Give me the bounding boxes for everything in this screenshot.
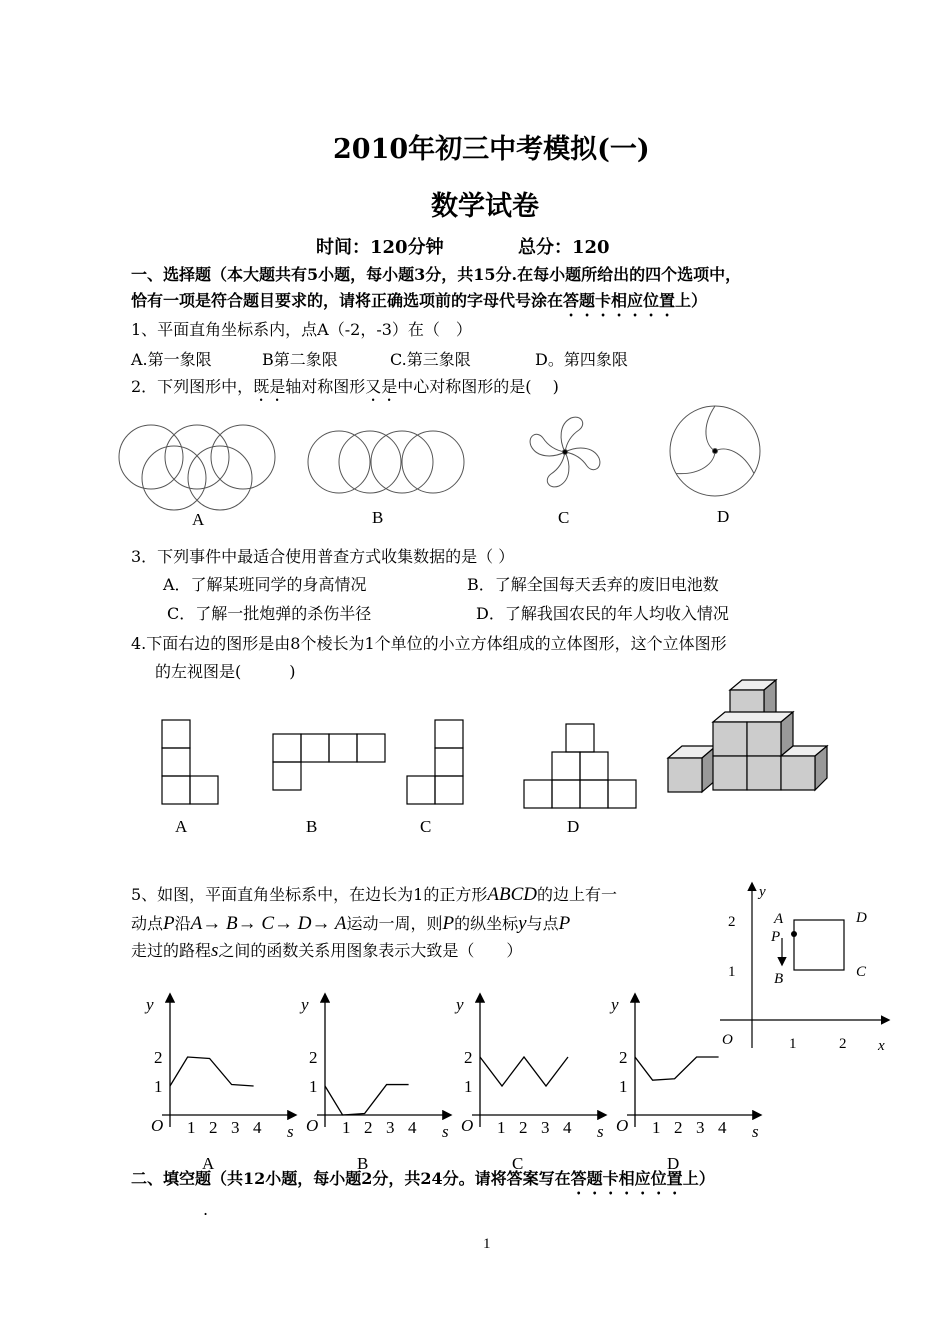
q2-label-d: D [717,507,730,526]
q5-line3 [131,938,522,962]
section1-heading-line2 [131,288,707,320]
q1-option-b: B第二象限 [262,350,338,369]
q5-graph-choices [130,990,810,1175]
graph-x-label: s [287,1122,294,1141]
page-title: 2010年初三中考模拟(一) [333,134,650,165]
q5-path: A→ B→ C→ D→ A [190,913,347,934]
q5-line2-e: 与点 [526,914,559,933]
graph-x-tick: 3 [696,1118,705,1137]
graph-x-tick: 1 [342,1118,351,1137]
q2-stem-b: 轴对称图形 [285,377,366,396]
q5-fig-tick-y1: 1 [728,964,736,980]
graph-origin: O [306,1116,319,1135]
q2-stem-emph2: 又是 [365,377,398,396]
q4-cube-stack-icon [668,680,827,792]
exam-total: 总分：120 [518,237,610,258]
page-number: 1 [483,1236,491,1252]
q5-line3-b: 之间的函数关系用图象表示大致是（ ） [218,941,523,960]
graph-x-tick: 4 [253,1118,262,1137]
graph-y-label: y [611,995,619,1014]
q2-stem-emph1: 既是 [253,377,286,396]
q2-label-a: A [192,510,205,529]
q4-label-c: C [420,817,432,836]
graph-y-tick: 1 [619,1077,628,1096]
graph-x-tick: 3 [386,1118,395,1137]
graph-y-tick: 2 [154,1048,163,1067]
graph-x-tick: 4 [718,1118,727,1137]
q1-option-c: C.第三象限 [390,350,471,369]
q5-fig-origin: O [722,1032,733,1048]
graph-y-tick: 2 [309,1048,318,1067]
q5-fig-axis-y: y [759,884,766,900]
graph-y-tick: 1 [154,1077,163,1096]
q4-view-c [407,720,463,804]
graph-curve [635,1057,719,1080]
q5-point-p: P [163,913,175,934]
q4-figures [0,670,950,815]
section2-heading-emph: 答题卡相应位置 [570,1169,683,1188]
graph-curve [480,1057,568,1086]
graph-x-label: s [752,1122,759,1141]
graph-choice-label: C [512,1154,524,1173]
graph-x-tick: 2 [674,1118,683,1137]
q5-line2-b: 沿 [174,914,191,933]
q5-line2 [131,911,570,935]
graph-origin: O [461,1116,474,1135]
q5-line1-a: 5、如图，平面直角坐标系中，在边长为1的正方形 [131,885,488,904]
q5-point-p-2: P [442,913,455,934]
q4-view-d [524,724,636,808]
q5-line3-a: 走过的路程 [131,941,212,960]
graph-y-label: y [301,995,309,1014]
q1-option-d: D。第四象限 [535,350,628,369]
q4-label-d: D [567,817,580,836]
graph-x-tick: 1 [497,1118,506,1137]
section1-heading-pre: 恰有一项是符合题目要求的，请将正确选项前的字母代号涂在 [131,291,564,310]
q5-fig-tick-x1: 1 [789,1036,797,1052]
q5-graph-c [454,995,605,1173]
q5-fig-vertex-b: B [774,971,784,987]
q2-label-b: B [372,508,384,527]
q5-point-p-3: P [558,913,571,934]
graph-curve [170,1057,254,1086]
q3-option-a: A．了解某班同学的身高情况 [163,575,367,594]
graph-x-tick: 4 [408,1118,417,1137]
graph-x-tick: 1 [187,1118,196,1137]
q4-label-b: B [306,817,318,836]
graph-origin: O [151,1116,164,1135]
q5-fig-tick-y2: 2 [728,914,736,930]
q5-fig-vertex-d: D [856,910,867,926]
q5-square-name: ABCD [487,884,537,905]
q2-label-c: C [558,508,570,527]
graph-y-label: y [146,995,154,1014]
graph-y-tick: 2 [464,1048,473,1067]
q5-graph-d [609,995,760,1173]
graph-x-tick: 4 [563,1118,572,1137]
q2-figure-d-swirl-icon [670,406,760,496]
graph-y-tick: 2 [619,1048,628,1067]
q1-option-a: A.第一象限 [131,350,212,369]
q2-figure-b-circles-icon [308,431,464,493]
q4-label-a: A [175,817,188,836]
exam-time: 时间：120分钟 [316,237,444,258]
graph-x-tick: 2 [519,1118,528,1137]
q5-line2-c: 运动一周，则 [346,914,443,933]
q4-stem-line2: 的左视图是( ) [155,662,296,681]
q5-graph-b [299,995,450,1173]
q5-graph-a [144,995,295,1173]
q3-option-b: B．了解全国每天丢弃的废旧电池数 [467,575,719,594]
page-subtitle: 数学试卷 [431,191,539,222]
q5-var-y: y [518,913,527,934]
q2-figure-c-pinwheel-icon [530,417,600,487]
graph-x-tick: 3 [231,1118,240,1137]
section1-heading-post: 上） [675,291,708,310]
graph-choice-label: D [667,1154,680,1173]
q5-line1-b: 的边上有一 [536,885,617,904]
graph-x-tick: 1 [652,1118,661,1137]
graph-y-label: y [456,995,464,1014]
q5-line2-a: 动点 [131,914,164,933]
q5-fig-axis-x: x [878,1038,885,1054]
q5-line1 [131,882,617,906]
section2-heading-post: 上） [682,1169,715,1188]
q5-line2-d: 的纵坐标 [454,914,519,933]
graph-y-tick: 1 [309,1077,318,1096]
graph-y-tick: 1 [464,1077,473,1096]
q3-stem: 3．下列事件中最适合使用普查方式收集数据的是（ ） [131,547,515,566]
q2-figures [0,400,950,540]
graph-x-tick: 2 [364,1118,373,1137]
section2-dot: . [203,1200,209,1219]
section1-heading-line1: 一、选择题（本大题共有5小题，每小题3分，共15分.在每小题所给出的四个选项中， [131,265,742,284]
q2-stem-c: 中心对称图形的是( ) [397,377,559,396]
graph-x-label: s [597,1122,604,1141]
q3-option-d: D．了解我国农民的年人均收入情况 [476,604,729,623]
q4-stem-line1: 4.下面右边的图形是由8个棱长为1个单位的小立方体组成的立体图形，这个立体图形 [131,634,727,653]
q4-view-b [273,734,385,790]
graph-choice-label: B [357,1154,369,1173]
q5-var-s: s [211,940,219,961]
q2-figure-a-rings-icon [119,425,275,510]
graph-x-tick: 3 [541,1118,550,1137]
q5-fig-point-p: P [771,929,781,945]
section2-heading-pre: 二、填空题（共12小题，每小题2分，共24分。请将答案写在 [131,1169,571,1188]
graph-origin: O [616,1116,629,1135]
q2-stem-a: 2．下列图形中， [131,377,254,396]
q3-option-c: C．了解一批炮弹的杀伤半径 [167,604,372,623]
q5-fig-vertex-c: C [856,964,867,980]
q5-fig-tick-x2: 2 [839,1036,847,1052]
q5-fig-vertex-a: A [774,911,784,927]
graph-choice-label: A [202,1154,215,1173]
q1-stem: 1、平面直角坐标系内，点A（-2，-3）在（ ） [131,320,472,339]
graph-curve [325,1085,409,1115]
section2-heading [131,1166,715,1198]
graph-x-tick: 2 [209,1118,218,1137]
section1-heading-emph: 答题卡相应位置 [563,291,676,310]
q4-view-a [162,720,218,804]
graph-x-label: s [442,1122,449,1141]
